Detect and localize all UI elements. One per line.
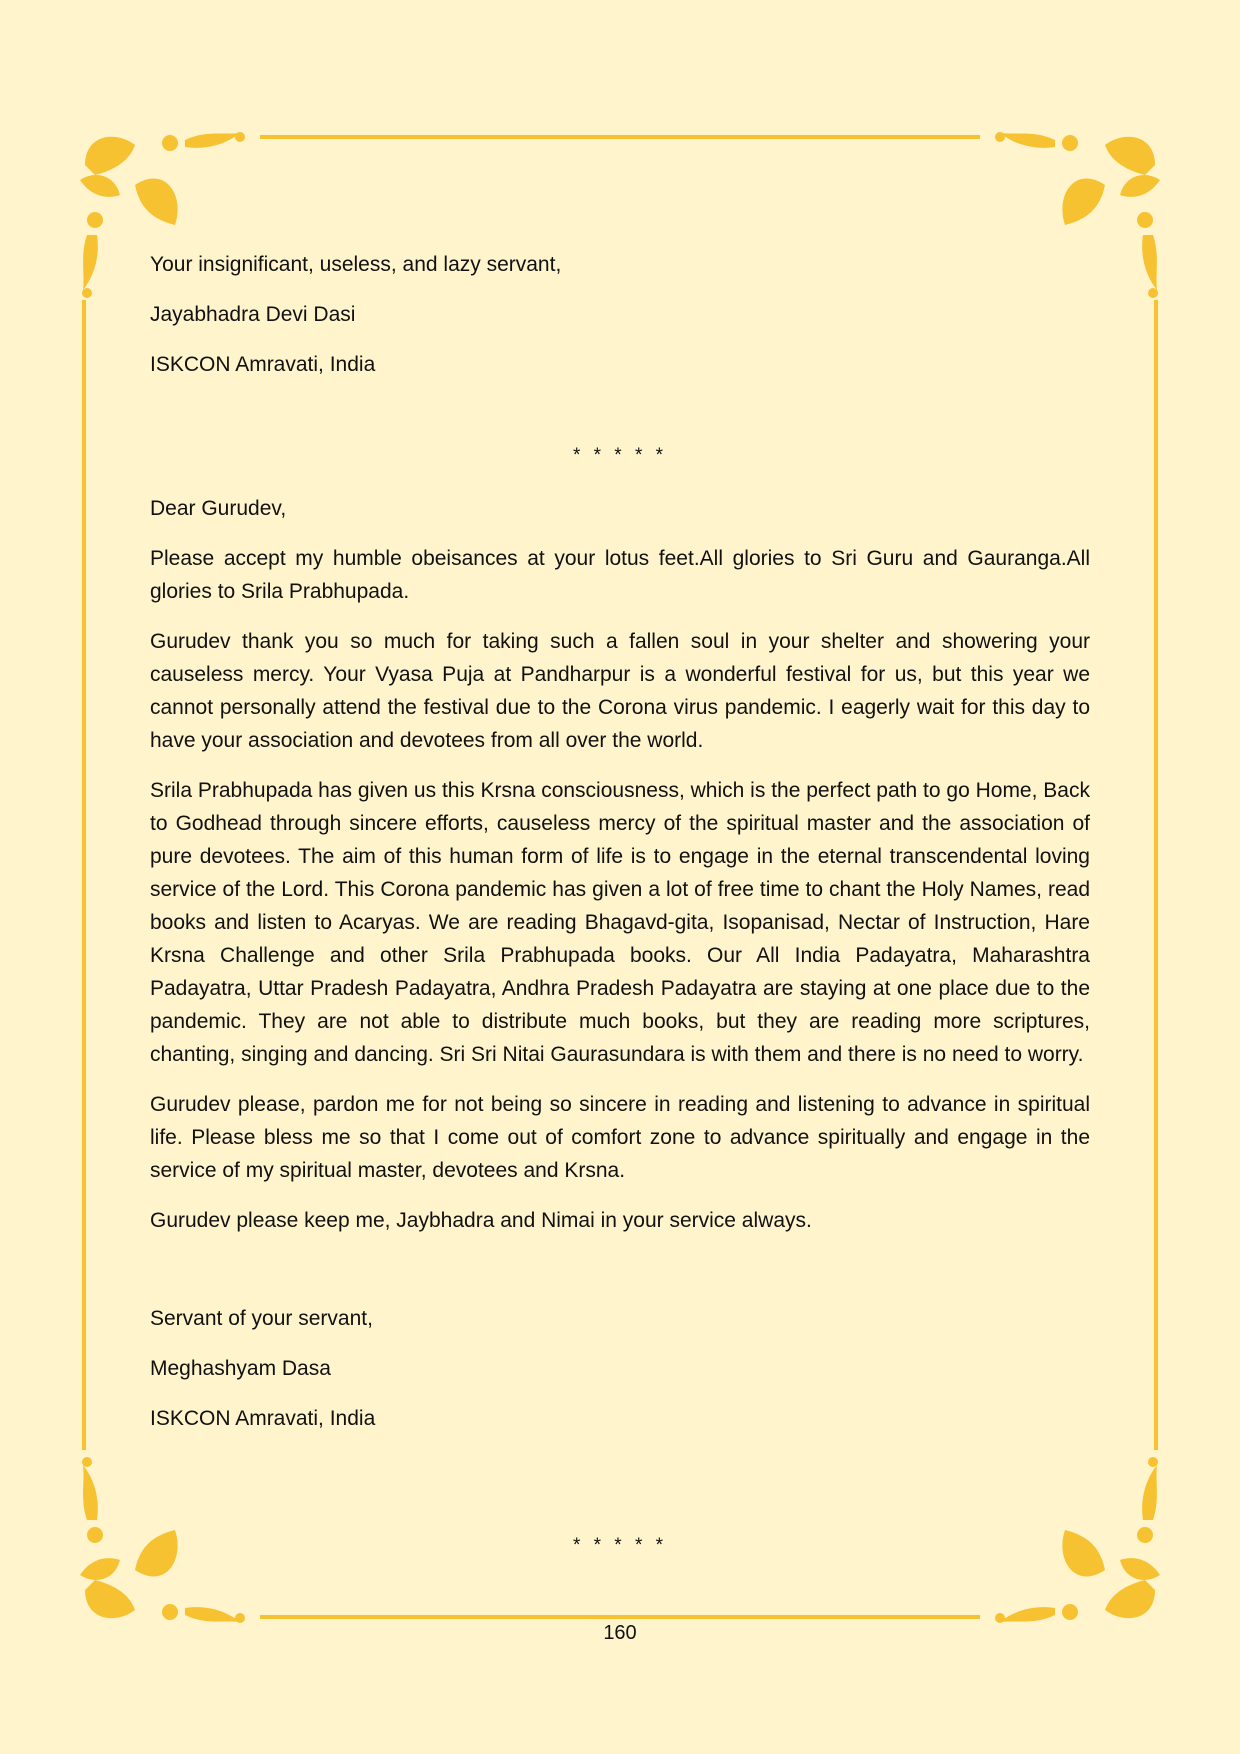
letter-greeting: Dear Gurudev, (150, 497, 287, 520)
border-left-line (82, 300, 86, 1450)
letter-paragraph: Please accept my humble obeisances at your lotus feet.All glories to Sri Guru and Gauranga.All glories to Srila Prabhupada. (150, 547, 1090, 603)
letter-paragraph: Gurudev thank you so much for taking such a fallen soul in your shelter and showering your causeless mercy. Your Vyasa Puja at Pandharpur is a wonderful festival for us, but this year we cannot personally attend the festival due to the Corona virus pandemic. I eagerly wait for this day to have your association and devotees from all over the world. (150, 630, 1090, 752)
page-number: 160 (603, 1622, 637, 1644)
previous-signature-location: ISKCON Amravati, India (150, 353, 376, 376)
letter-paragraph: Srila Prabhupada has given us this Krsna consciousness, which is the perfect path to go Home, Back to Godhead through sincere efforts, causeless mercy of the spiritual master and the association of pure devotees. The aim of this human form of life is to engage in the eternal transcendental loving service of the Lord. This Corona pandemic has given a lot of free time to chant the Holy Names, read books and listen to Acaryas. We are reading Bhagavd-gita, Isopanisad, Nectar of Instruction, Hare Krsna Challenge and other Srila Prabhupada books. Our All India Padayatra, Maharashtra Padayatra, Uttar Pradesh Padayatra, Andhra Pradesh Padayatra are staying at one place due to the pandemic. They are not able to distribute much books, but they are reading more scriptures, chanting, singing and dancing. Sri Sri Nitai Gaurasundara is with them and there is no need to worry. (150, 779, 1090, 1066)
letter-closing-salutation: Servant of your servant, (150, 1307, 373, 1330)
letter-signature-name: Meghashyam Dasa (150, 1357, 331, 1380)
border-bottom-line (260, 1615, 980, 1619)
page-content (150, 248, 1090, 1452)
letter-paragraph: Gurudev please keep me, Jaybhadra and Nimai in your service always. (150, 1209, 812, 1232)
letter-paragraph: Gurudev please, pardon me for not being so sincere in reading and listening to advance in spiritual life. Please bless me so that I come out of comfort zone to advance spiritually and engage in the service of my spiritual master, devotees and Krsna. (150, 1093, 1090, 1182)
section-separator: * * * * * (572, 445, 668, 466)
section-separator-bottom: * * * * * (572, 1535, 668, 1556)
letter-signature-location: ISKCON Amravati, India (150, 1407, 376, 1430)
border-top-line (260, 135, 980, 139)
border-right-line (1154, 300, 1158, 1450)
previous-closing-salutation: Your insignificant, useless, and lazy servant, (150, 253, 562, 276)
previous-signature-name: Jayabhadra Devi Dasi (150, 303, 356, 326)
